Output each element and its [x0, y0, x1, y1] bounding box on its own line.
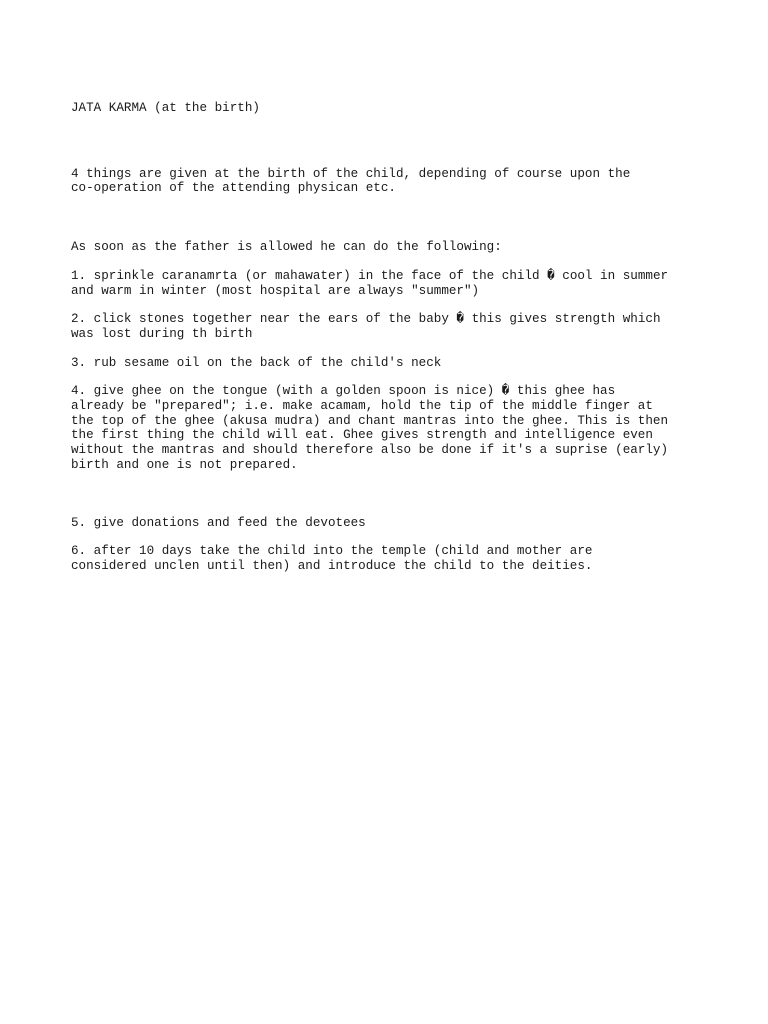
document-page [71, 101, 711, 588]
list-item: 6. after 10 days take the child into the temple (child and mother are considered unclen until then) and introduce the child to the deities. [71, 544, 593, 573]
lead-paragraph: As soon as the father is allowed he can do the following: [71, 240, 502, 255]
list-item: 2. click stones together near the ears of the baby � this gives strength which was lost during th birth [71, 312, 661, 341]
document-title: JATA KARMA (at the birth) [71, 101, 260, 115]
list-item: 3. rub sesame oil on the back of the child's neck [71, 355, 442, 370]
intro-paragraph: 4 things are given at the birth of the child, depending of course upon the co-operation of the attending physican etc. [71, 166, 631, 196]
list-item: 1. sprinkle caranamrta (or mahawater) in the face of the child � cool in summer and warm in winter (most hospital are always "summer") [71, 268, 669, 298]
list-item: 4. give ghee on the tongue (with a golden spoon is nice) � this ghee has already be "prepared"; i.e. make acamam, hold the tip of the middle finger at the top of the ghee (akusa mudra) and chant mantras into the ghee. This is then the first thing the child will eat. Ghee gives strength and intelligence even without the mantras and should therefore also be done if it's a suprise (early) birth and one is not prepared. [71, 384, 669, 472]
list-item: 5. give donations and feed the devotees [71, 515, 366, 530]
